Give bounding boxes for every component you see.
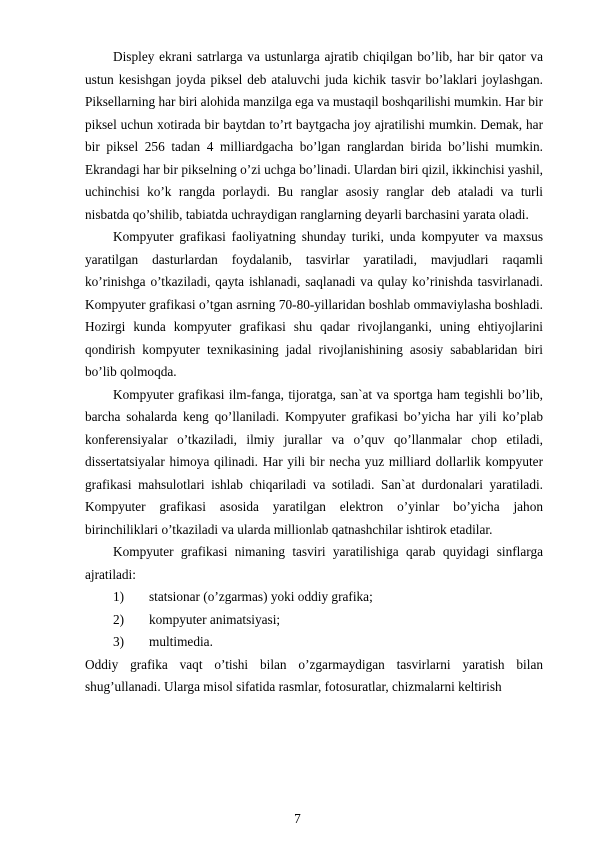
list-item [85, 586, 543, 609]
list-item [85, 631, 543, 654]
list-item-text: kompyuter animatsiyasi; [149, 611, 281, 627]
paragraph-classification-intro: Kompyuter grafikasi nimaning tasviri yaratilishiga qarab quyidagi sinflarga ajratiladi: [85, 544, 543, 582]
document-page [85, 46, 543, 699]
list-item [85, 609, 543, 632]
paragraph-pixels: Displey ekrani satrlarga va ustunlarga ajratib chiqilgan bo’lib, har bir qator va ustun kesishgan joyda piksel deb ataluvchi juda kichik tasvir bo’laklari joylashgan. Piksellarning har biri alohida manzilga ega va mustaqil boshqarilishi mumkin. Har bir piksel uchun xotirada bir baytdan to’rt baytgacha joy ajratilishi mumkin. Demak, har bir piksel 256 tadan 4 milliardgacha bo’lgan ranglardan birida bo’lishi mumkin. Ekrandagi har bir pikselning o’zi uchga bo’linadi. Ulardan biri qizil, ikkinchisi yashil, uchinchisi ko’k rangda porlaydi. Bu ranglar asosiy ranglar deb ataladi va turli nisbatda qo’shilib, tabiatda uchraydigan ranglarning deyarli barchasini yarata oladi. [85, 49, 543, 222]
paragraph-graphics-usage: Kompyuter grafikasi ilm-fanga, tijoratga, san`at va sportga ham tegishli bo’lib, barcha sohalarda keng qo’llaniladi. Kompyuter grafikasi bo’yicha har yili ko’plab konferensiyalar o’tkaziladi, ilmiy jurallar va o’quv qo’llanmalar chop etiladi, dissertatsiyalar himoya qilinadi. Har yili bir necha yuz milliard dollarlik kompyuter grafikasi mahsulotlari ishlab chiqariladi va sotiladi. San`at durdonalari yaratiladi. Kompyuter grafikasi asosida yaratilgan elektron o’yinlar bo’yicha jahon birinchiliklari o’tkaziladi va ularda millionlab qatnashchilar ishtirok etadilar. [85, 386, 543, 537]
paragraph-graphics-definition: Kompyuter grafikasi faoliyatning shunday turiki, unda kompyuter va maxsus yaratilgan dasturlardan foydalanib, tasvirlar yaratiladi, mavjudlari raqamli ko’rinishga o’tkaziladi, qayta ishlanadi, saqlanadi va qulay ko’rinishda tasvirlanadi. Kompyuter grafikasi o’tgan asrning 70-80-yillaridan boshlab ommaviylasha boshladi. Hozirgi kunda kompyuter grafikasi shu qadar rivojlanganki, uning ehtiyojlarini qondirish kompyuter texnikasining jadal rivojlanishining asosiy sabablaridan biri bo’lib qolmoqda. [85, 229, 543, 379]
list-item-text: statsionar (o’zgarmas) yoki oddiy grafika; [149, 589, 373, 604]
list-item-number: 3) [113, 634, 125, 649]
list-item-number: 2) [113, 611, 125, 627]
list-item-text: multimedia. [149, 634, 213, 649]
classification-list [85, 586, 543, 654]
page-number: 7 [294, 811, 301, 826]
list-item-number: 1) [113, 589, 125, 604]
paragraph-static-graphics: Oddiy grafika vaqt o’tishi bilan o’zgarmaydigan tasvirlarni yaratish bilan shug’ullanadi. Ularga misol sifatida rasmlar, fotosuratlar, chizmalarni keltirish [85, 656, 543, 694]
